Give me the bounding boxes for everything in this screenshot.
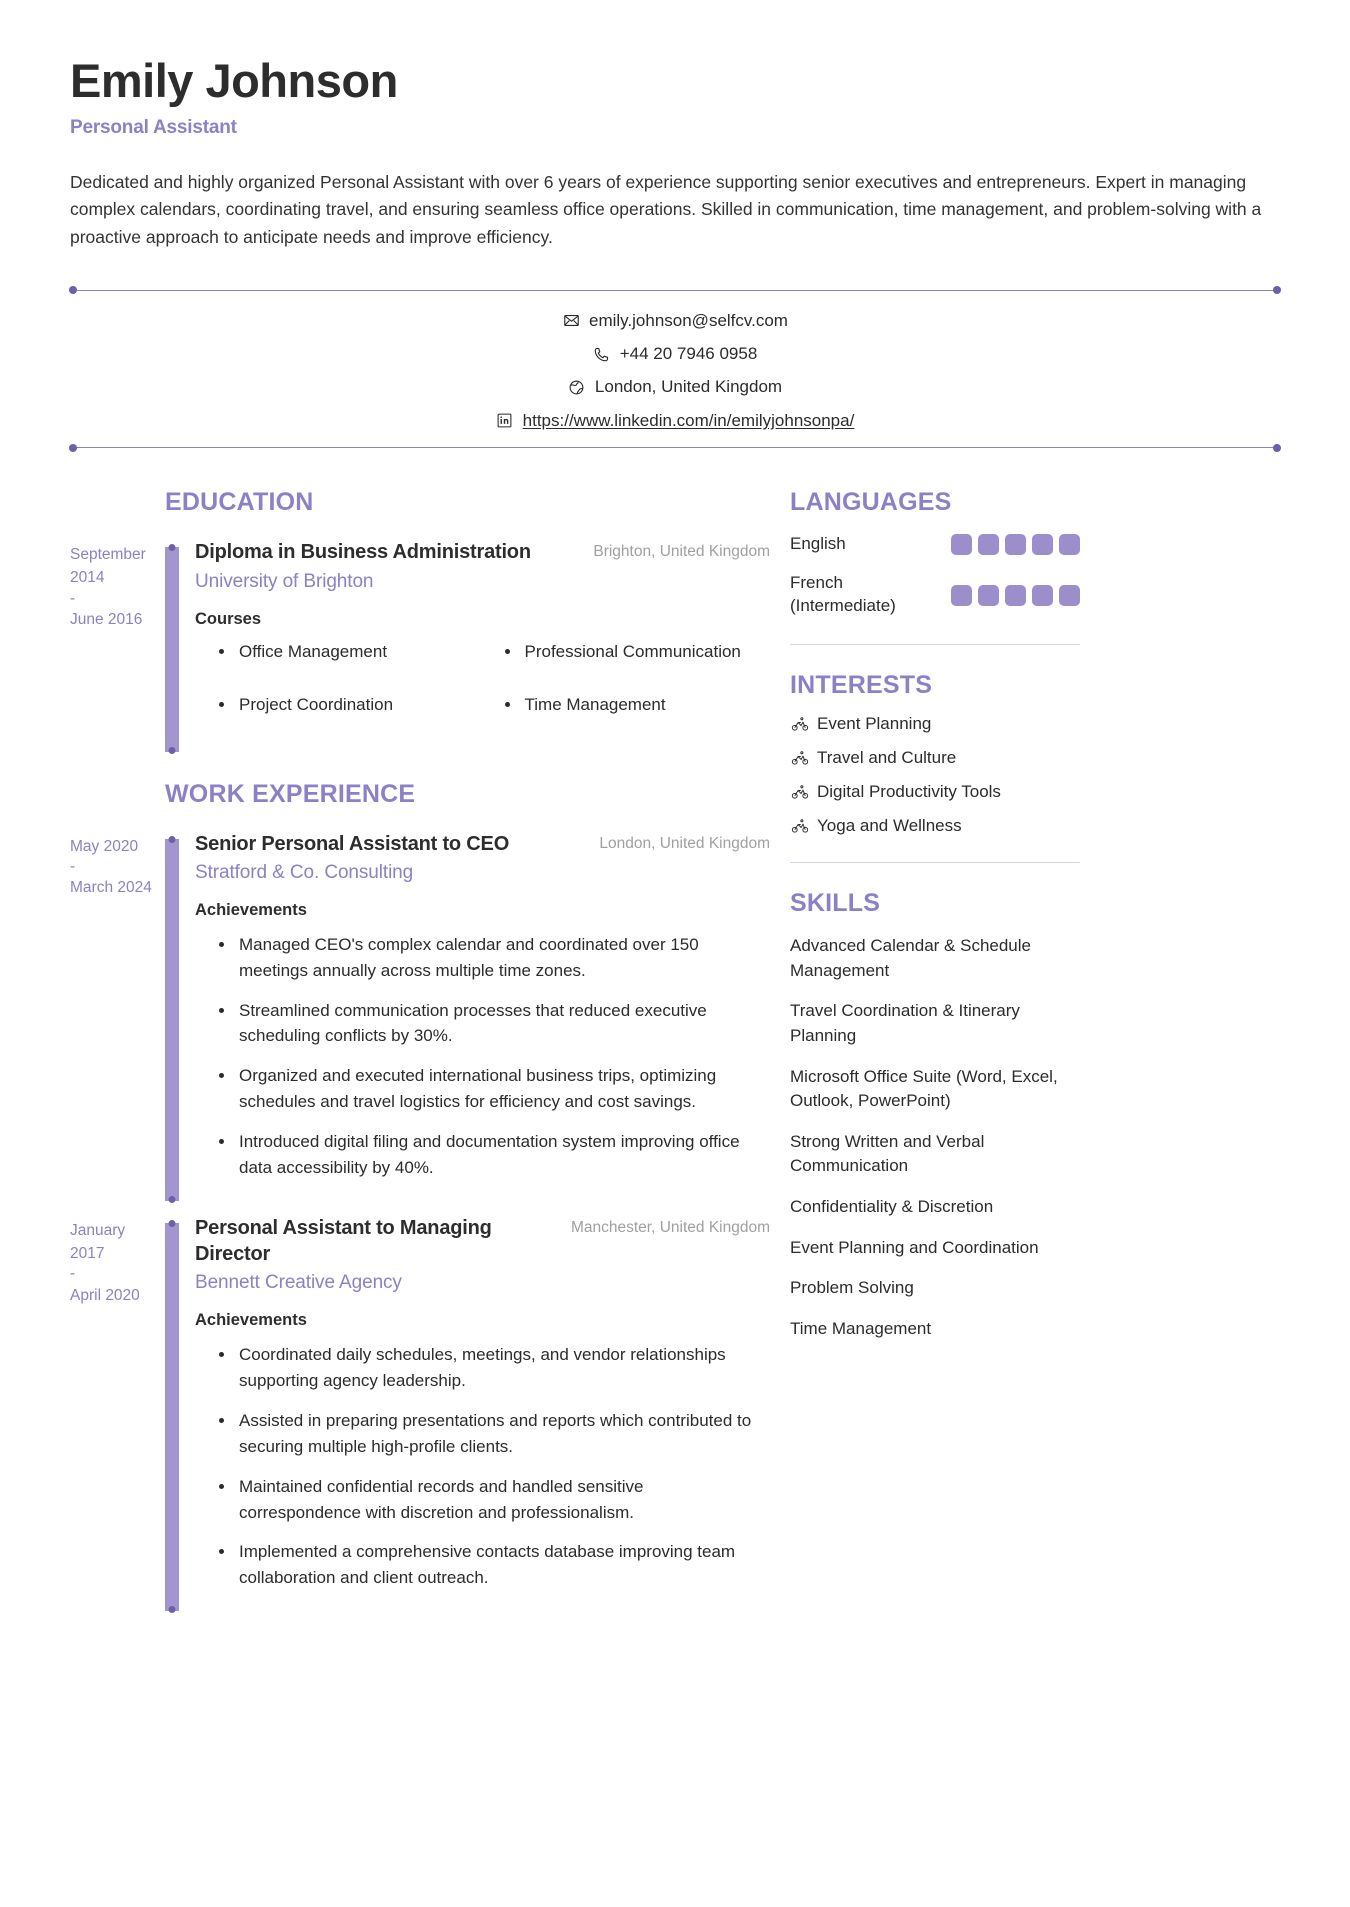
work-achievements-list xyxy=(195,1342,770,1591)
resume-header xyxy=(70,55,1280,252)
level-square xyxy=(1059,585,1080,606)
achievement-item: Maintained confidential records and handled sensitive correspondence with discretion and professionalism. xyxy=(217,1474,770,1526)
achievement-item: Coordinated daily schedules, meetings, and vendor relationships supporting agency leadership. xyxy=(217,1342,770,1394)
bicycle-icon xyxy=(790,816,809,835)
skill-item: Time Management xyxy=(790,1319,932,1339)
achievement-item: Assisted in preparing presentations and reports which contributed to securing multiple high-profile clients. xyxy=(217,1408,770,1460)
interests-section-title: INTERESTS xyxy=(790,670,933,699)
level-square xyxy=(951,534,972,555)
contact-location xyxy=(568,377,782,397)
interest-label: Event Planning xyxy=(817,713,932,733)
course-item: Professional Communication xyxy=(503,639,771,665)
timeline-dot-bottom xyxy=(169,1606,176,1613)
education-date-start: September 2014 xyxy=(70,546,146,587)
work-section xyxy=(70,780,770,1611)
timeline-dot-top xyxy=(169,836,176,843)
contact-phone[interactable] xyxy=(593,344,758,364)
education-location: Brighton, United Kingdom xyxy=(593,543,770,561)
contact-email-text: emily.johnson@selfcv.com xyxy=(589,310,788,330)
skills-section xyxy=(790,889,1080,1342)
contact-linkedin-text[interactable]: https://www.linkedin.com/in/emilyjohnsonpa/ xyxy=(522,410,855,430)
achievement-item: Introduced digital filing and documentation system improving office data accessibility by 40%. xyxy=(217,1129,770,1181)
achievement-item: Streamlined communication processes that reduced executive scheduling conflicts by 30%. xyxy=(217,998,770,1050)
course-item: Project Coordination xyxy=(217,692,485,718)
education-headline xyxy=(195,539,770,565)
education-body xyxy=(179,539,770,751)
timeline-line xyxy=(165,1223,179,1611)
language-level-meter xyxy=(951,585,1080,606)
phone-icon xyxy=(593,345,611,363)
contact-divider-bottom xyxy=(70,447,1280,448)
right-sidebar xyxy=(790,488,1080,1342)
education-date-dash: - xyxy=(70,589,76,607)
contact-location-text: London, United Kingdom xyxy=(594,377,783,397)
work-section-title: WORK EXPERIENCE xyxy=(165,779,416,808)
work-achievements-list xyxy=(195,932,770,1181)
work-achievements-label: Achievements xyxy=(195,1311,307,1330)
work-date-dash: - xyxy=(70,857,76,875)
work-location: Manchester, United Kingdom xyxy=(570,1218,770,1236)
envelope-icon xyxy=(562,312,580,330)
bicycle-icon xyxy=(790,782,809,801)
education-entry xyxy=(70,539,770,751)
work-date-end: April 2020 xyxy=(70,1286,140,1304)
sidebar-divider xyxy=(790,862,1080,863)
interest-item xyxy=(790,816,1080,836)
level-square xyxy=(978,585,999,606)
contact-linkedin[interactable] xyxy=(496,411,855,431)
work-company: Stratford & Co. Consulting xyxy=(195,861,414,883)
achievement-item: Implemented a comprehensive contacts database improving team collaboration and client outreach. xyxy=(217,1539,770,1591)
education-courses-list xyxy=(195,639,770,746)
work-dates xyxy=(70,831,165,1201)
education-date-end: June 2016 xyxy=(70,611,143,629)
bicycle-icon xyxy=(790,714,809,733)
education-dates xyxy=(70,539,165,751)
work-entry xyxy=(70,831,770,1201)
education-degree: Diploma in Business Administration xyxy=(195,541,531,564)
bicycle-icon xyxy=(790,748,809,767)
language-row xyxy=(790,533,1080,556)
timeline-line xyxy=(165,839,179,1201)
skill-item: Strong Written and Verbal Communication xyxy=(790,1131,985,1176)
timeline-dot-top xyxy=(169,544,176,551)
skill-item: Confidentiality & Discretion xyxy=(790,1197,994,1217)
skill-item: Advanced Calendar & Schedule Management xyxy=(790,935,1031,980)
linkedin-icon xyxy=(496,412,514,430)
work-location: London, United Kingdom xyxy=(599,834,770,852)
work-timeline xyxy=(165,831,179,1201)
work-date-start: May 2020 xyxy=(70,837,139,855)
language-level-meter xyxy=(951,534,1080,555)
work-achievements-label: Achievements xyxy=(195,900,307,919)
level-square xyxy=(1059,534,1080,555)
professional-summary: Dedicated and highly organized Personal Assistant with over 6 years of experience supporting senior executives and entrepreneurs. Expert in managing complex calendars, coordinating travel, and ensuring seamless office operations. Skilled in communication, time management, and problem-solving with a proactive approach to anticipate needs and improve efficiency. xyxy=(70,171,1262,247)
work-timeline xyxy=(165,1215,179,1611)
interest-item xyxy=(790,748,1080,768)
level-square xyxy=(1032,585,1053,606)
languages-section xyxy=(790,488,1080,618)
timeline-dot-top xyxy=(169,1220,176,1227)
skill-item: Microsoft Office Suite (Word, Excel, Outlook, PowerPoint) xyxy=(790,1066,1058,1111)
languages-section-title: LANGUAGES xyxy=(790,488,952,517)
candidate-name: Emily Johnson xyxy=(70,54,398,107)
skills-section-title: SKILLS xyxy=(790,888,881,917)
work-headline xyxy=(195,1215,770,1268)
work-date-dash: - xyxy=(70,1265,76,1283)
contact-block xyxy=(70,290,1280,449)
contact-phone-text: +44 20 7946 0958 xyxy=(619,344,758,363)
level-square xyxy=(1005,585,1026,606)
level-square xyxy=(1005,534,1026,555)
timeline-dot-bottom xyxy=(169,1196,176,1203)
work-body xyxy=(179,1215,770,1611)
language-name: English xyxy=(790,534,846,554)
work-body xyxy=(179,831,770,1201)
education-section-title: EDUCATION xyxy=(165,488,314,517)
language-row xyxy=(790,572,1080,618)
contact-divider-top xyxy=(70,290,1280,291)
course-item: Office Management xyxy=(217,639,485,665)
level-square xyxy=(978,534,999,555)
language-name: French (Intermediate) xyxy=(790,573,896,616)
interest-item xyxy=(790,714,1080,734)
education-timeline xyxy=(165,539,179,751)
work-dates xyxy=(70,1215,165,1611)
work-entry xyxy=(70,1215,770,1611)
skill-item: Event Planning and Coordination xyxy=(790,1237,1039,1257)
contact-email[interactable] xyxy=(562,311,788,331)
interests-section xyxy=(790,671,1080,836)
skill-item: Problem Solving xyxy=(790,1278,914,1298)
level-square xyxy=(951,585,972,606)
education-section xyxy=(70,488,770,751)
timeline-dot-bottom xyxy=(169,747,176,754)
sidebar-divider xyxy=(790,644,1080,645)
education-institution: University of Brighton xyxy=(195,570,374,592)
interest-item xyxy=(790,782,1080,802)
interest-label: Digital Productivity Tools xyxy=(817,781,1001,801)
work-role: Personal Assistant to Managing Director xyxy=(195,1216,492,1265)
achievement-item: Organized and executed international business trips, optimizing schedules and travel logistics for efficiency and cost savings. xyxy=(217,1063,770,1115)
level-square xyxy=(1032,534,1053,555)
interest-label: Yoga and Wellness xyxy=(817,815,962,835)
resume-body xyxy=(70,488,1280,1611)
work-company: Bennett Creative Agency xyxy=(195,1272,402,1294)
contact-list xyxy=(70,291,1280,448)
work-headline xyxy=(195,831,770,857)
candidate-job-title: Personal Assistant xyxy=(70,116,237,138)
globe-icon xyxy=(568,379,586,397)
left-column xyxy=(70,488,770,1611)
education-courses-label: Courses xyxy=(195,609,262,628)
course-item: Time Management xyxy=(503,692,771,718)
timeline-line xyxy=(165,547,179,751)
work-role: Senior Personal Assistant to CEO xyxy=(195,832,510,855)
skill-item: Travel Coordination & Itinerary Planning xyxy=(790,1001,1020,1045)
achievement-item: Managed CEO's complex calendar and coordinated over 150 meetings annually across multiple time zones. xyxy=(217,932,770,984)
interest-label: Travel and Culture xyxy=(817,747,957,767)
work-date-start: January 2017 xyxy=(70,1221,126,1262)
work-date-end: March 2024 xyxy=(70,879,152,897)
